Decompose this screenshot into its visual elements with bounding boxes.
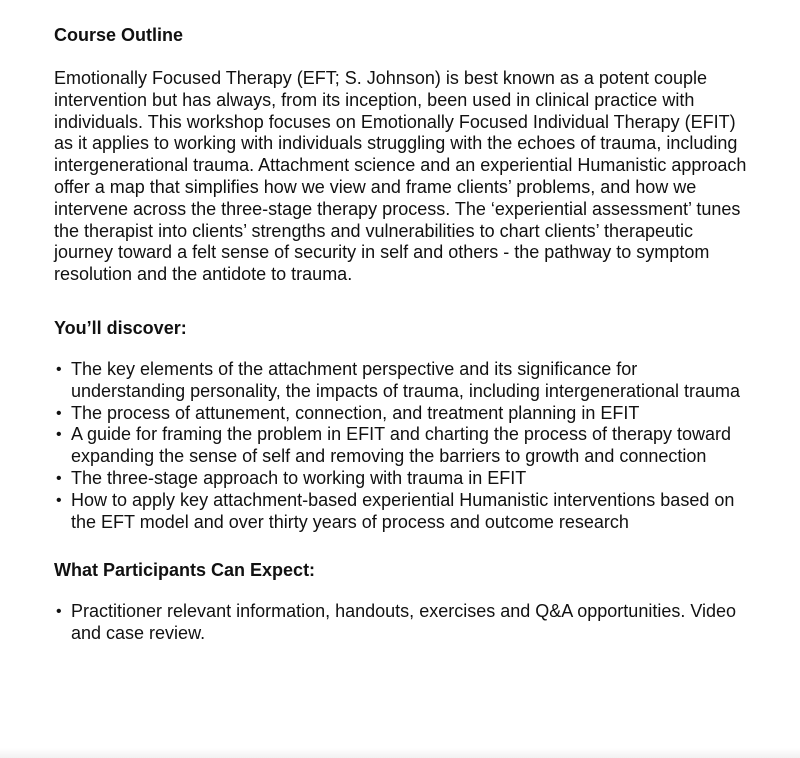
bullet-icon: • bbox=[56, 360, 62, 378]
list-item-text: A guide for framing the problem in EFIT and charting the process of therapy toward expanding the sense of self and removing the barriers to growth and connection bbox=[71, 424, 732, 467]
course-outline-heading: Course Outline bbox=[54, 25, 184, 45]
page-bottom-edge bbox=[0, 748, 800, 758]
document-body bbox=[54, 24, 754, 645]
list-item bbox=[54, 424, 754, 468]
bullet-icon: • bbox=[56, 469, 62, 487]
bullet-icon: • bbox=[56, 404, 62, 422]
list-item bbox=[54, 490, 754, 534]
list-item bbox=[54, 601, 754, 645]
list-item bbox=[54, 359, 754, 403]
list-item bbox=[54, 468, 754, 490]
expect-heading: What Participants Can Expect: bbox=[54, 560, 316, 581]
discover-heading: You’ll discover: bbox=[54, 317, 187, 338]
course-outline-intro: Emotionally Focused Therapy (EFT; S. Johnson) is best known as a potent couple intervention but has always, from its inception, been used in clinical practice with individuals. This workshop focuses on Emotionally Focused Individual Therapy (EFIT) as it applies to working with individuals struggling with the echoes of trauma, including intergenerational trauma. Attachment science and an experiential Humanistic approach offer a map that simplifies how we view and frame clients’ problems, and how we intervene across the three-stage therapy process. The ‘experiential assessment’ tunes the therapist into clients’ strengths and vulnerabilities to chart clients’ therapeutic journey toward a felt sense of security in self and others - the pathway to symptom resolution and the antidote to trauma. bbox=[54, 68, 747, 285]
bullet-icon: • bbox=[56, 603, 62, 621]
discover-list bbox=[54, 359, 754, 533]
list-item bbox=[54, 403, 754, 425]
bullet-icon: • bbox=[56, 491, 62, 509]
bullet-icon: • bbox=[56, 426, 62, 444]
list-item-text: The three-stage approach to working with trauma in EFIT bbox=[71, 467, 527, 488]
list-item-text: Practitioner relevant information, handouts, exercises and Q&A opportunities. Video and case review. bbox=[71, 601, 737, 644]
list-item-text: The process of attunement, connection, and treatment planning in EFIT bbox=[71, 402, 640, 423]
expect-list bbox=[54, 601, 754, 645]
list-item-text: How to apply key attachment-based experiential Humanistic interventions based on the EFT model and over thirty years of process and outcome research bbox=[71, 489, 735, 532]
list-item-text: The key elements of the attachment perspective and its significance for understanding personality, the impacts of trauma, including intergenerational trauma bbox=[71, 358, 741, 401]
